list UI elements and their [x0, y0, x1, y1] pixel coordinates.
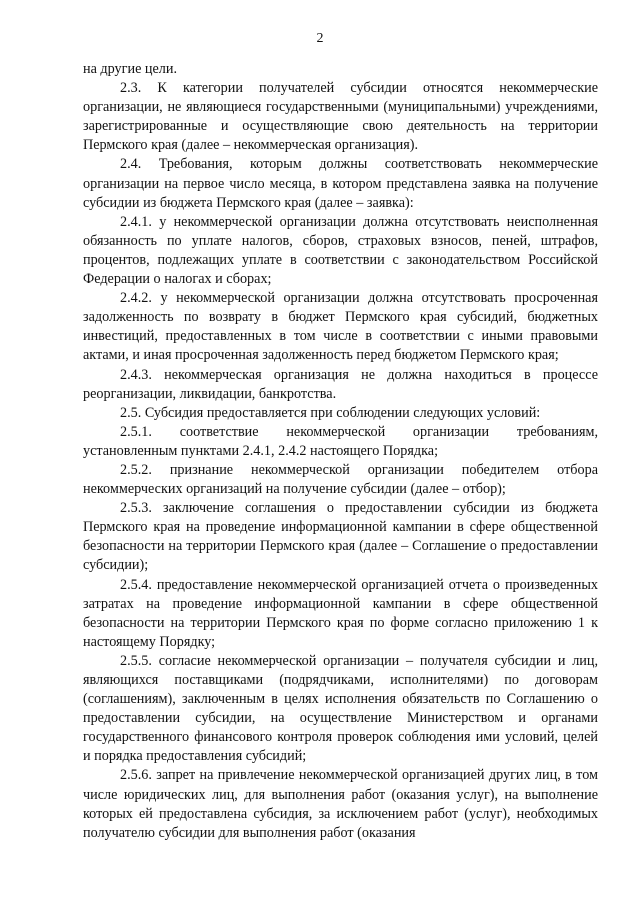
paragraph-2-5-4: 2.5.4. предоставление некоммерческой организацией отчета о произведенных затратах на проведение информационной кампании в сфере общественной безопасности на территории Пермского края по форме согласно приложению 1 к настоящему Порядку;	[83, 576, 598, 650]
paragraph-2-4-1: 2.4.1. у некоммерческой организации должна отсутствовать неисполненная обязанность по уплате налогов, сборов, страховых взносов, пеней, штрафов, процентов, подлежащих уплате в соответствии с законодательством Российской Федерации о налогах и сборах;	[83, 213, 598, 288]
paragraph-2-4: 2.4. Требования, которым должны соответствовать некоммерческие организации на первое число месяца, в котором представлена заявка на получение субсидии из бюджета Пермского края (далее – заявка):	[83, 156, 598, 211]
document-body	[83, 60, 598, 843]
paragraph-2-5-1: 2.5.1. соответствие некоммерческой организации требованиям, установленным пунктами 2.4.1, 2.4.2 настоящего Порядка;	[83, 423, 598, 459]
page-number: 2	[316, 31, 324, 46]
paragraph-2-5-5: 2.5.5. согласие некоммерческой организации – получателя субсидии и лиц, являющихся поставщиками (подрядчиками, исполнителями) по договорам (соглашениям), заключенным в целях исполнения обязательств по Соглашению о предоставлении субсидии, на осуществление Министерством и органами государственного финансового контроля проверок соблюдения ими условий, целей и порядка предоставления субсидий;	[83, 652, 598, 765]
paragraph-2-4-3: 2.4.3. некоммерческая организация не должна находиться в процессе реорганизации, ликвидации, банкротства.	[83, 366, 598, 402]
paragraph-2-4-2: 2.4.2. у некоммерческой организации должна отсутствовать просроченная задолженность по возврату в бюджет Пермского края субсидий, бюджетных инвестиций, предоставленных в том числе в соответствии с иными правовыми актами, и иная просроченная задолженность перед бюджетом Пермского края;	[83, 290, 598, 364]
paragraph-2-5-2: 2.5.2. признание некоммерческой организации победителем отбора некоммерческих организаций на получение субсидии (далее – отбор);	[83, 461, 598, 498]
paragraph-continuation: на другие цели.	[83, 61, 178, 77]
paragraph-2-5: 2.5. Субсидия предоставляется при соблюдении следующих условий:	[120, 404, 541, 421]
paragraph-2-5-6: 2.5.6. запрет на привлечение некоммерческой организацией других лиц, в том числе юридических лиц, для выполнения работ (оказания услуг), на выполнение которых ей предоставлена субсидия, за исключением работ (услуг), необходимых получателю субсидии для выполнения работ (оказания	[83, 767, 598, 841]
paragraph-2-5-3: 2.5.3. заключение соглашения о предоставлении субсидии из бюджета Пермского края на проведение информационной кампании в сфере общественной безопасности на территории Пермского края (далее – Соглашение о предоставлении субсидии);	[83, 500, 598, 574]
paragraph-2-3: 2.3. К категории получателей субсидии относятся некоммерческие организации, не являющиеся государственными (муниципальными) учреждениями, зарегистрированные и осуществляющие свою деятельность на территории Пермского края (далее – некоммерческая организация).	[83, 80, 598, 154]
